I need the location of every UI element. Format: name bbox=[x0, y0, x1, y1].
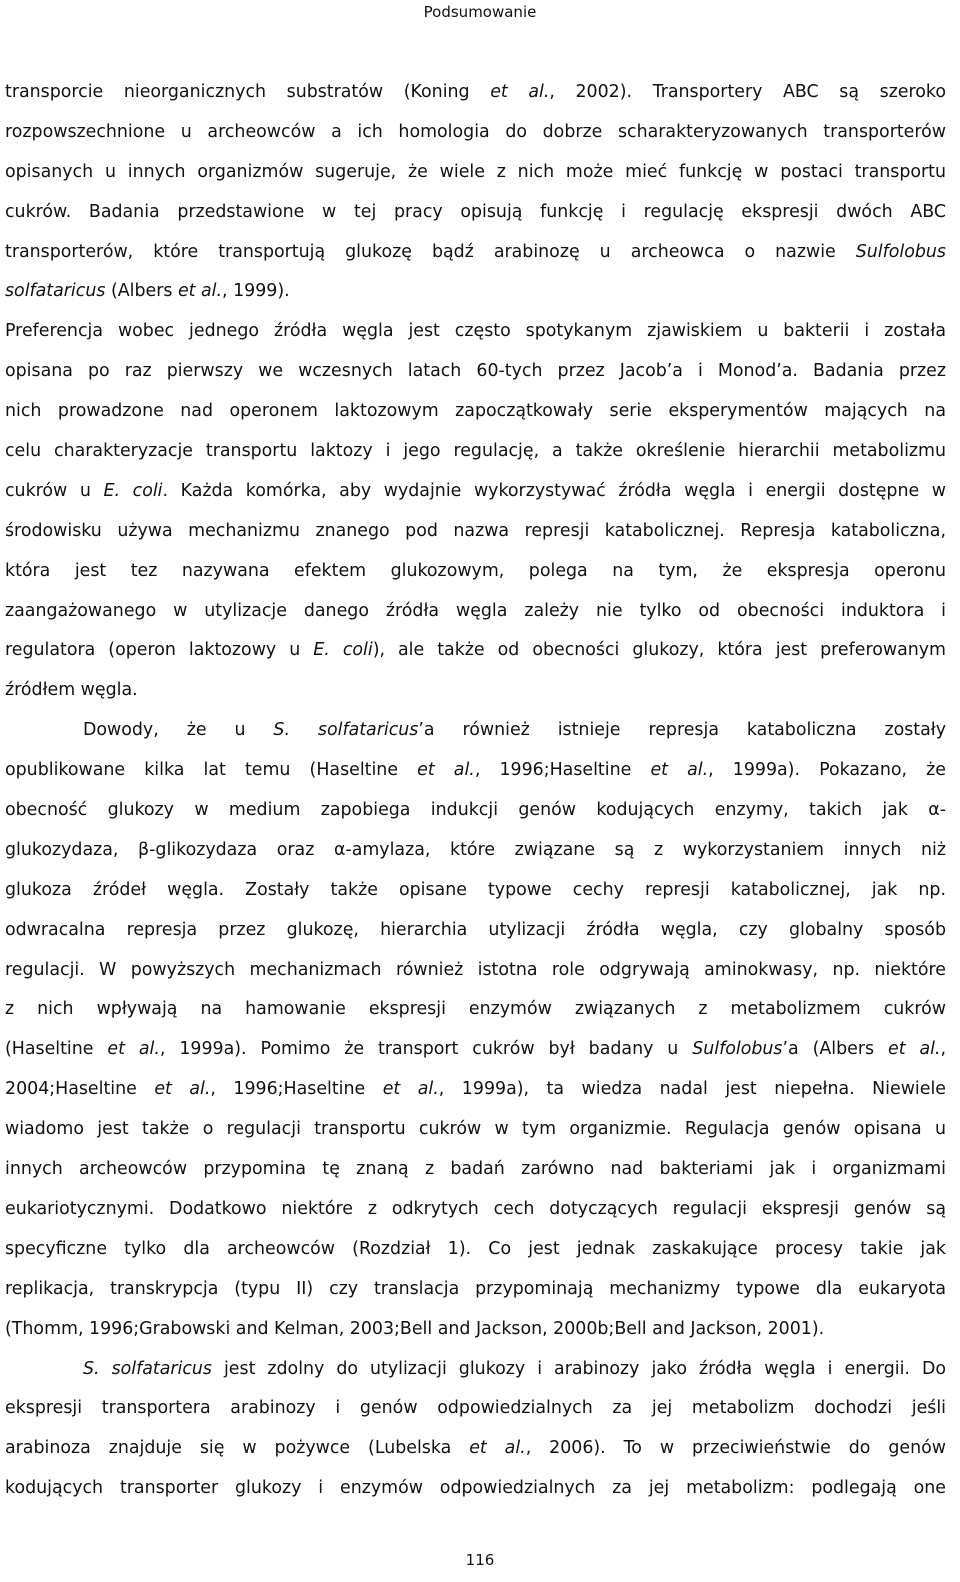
text-run: ’a również istnieje represja kataboliczna zostały bbox=[418, 720, 946, 741]
italic-text-run: solfataricus bbox=[5, 281, 106, 302]
text-line bbox=[5, 1230, 946, 1270]
italic-text-run: et al. bbox=[107, 1039, 160, 1060]
text-run: , 2002). Transportery ABC są szeroko bbox=[549, 82, 946, 102]
text-line bbox=[5, 1030, 946, 1070]
text-line bbox=[5, 1310, 946, 1350]
text-run: ’a (Albers bbox=[782, 1039, 888, 1060]
text-line bbox=[5, 352, 946, 392]
italic-text-run: et al. bbox=[417, 760, 475, 781]
text-run: glukozydaza, β-glikozydaza oraz α-amylaza, które związane są z wykorzystaniem innych niż bbox=[5, 839, 946, 860]
text-run: opisanych u innych organizmów sugeruje, że wiele z nich może mieć funkcję w postaci transportu bbox=[5, 161, 946, 182]
text-line bbox=[5, 711, 946, 751]
text-run: , 1999a). Pomimo że transport cukrów był badany u bbox=[159, 1039, 693, 1060]
text-run: nich prowadzone nad operonem laktozowym zapoczątkowały serie eksperymentów mających na bbox=[5, 401, 946, 422]
text-run: , 1999a). Pokazano, że bbox=[708, 760, 946, 781]
text-line bbox=[5, 871, 946, 911]
text-run: , bbox=[940, 1039, 946, 1060]
italic-text-run: et al. bbox=[382, 1079, 439, 1100]
running-header: Podsumowanie bbox=[423, 3, 537, 21]
text-run: opisana po raz pierwszy we wczesnych latach 60-tych przez Jacob’a i Monod’a. Badania przez bbox=[5, 361, 946, 382]
text-run: (Thomm, 1996;Grabowski and Kelman, 2003;Bell and Jackson, 2000b;Bell and Jackson, 2001). bbox=[5, 1318, 825, 1339]
text-line bbox=[5, 1350, 946, 1390]
text-line bbox=[5, 1150, 946, 1190]
italic-text-run: et al. bbox=[469, 1438, 526, 1459]
text-line bbox=[5, 193, 946, 233]
text-run: regulatora (operon laktozowy u bbox=[5, 640, 314, 661]
body-text bbox=[5, 73, 946, 1509]
text-line bbox=[5, 512, 946, 552]
text-line bbox=[5, 1270, 946, 1310]
text-line bbox=[5, 233, 946, 273]
text-line bbox=[5, 552, 946, 592]
text-run: , 1996;Haseltine bbox=[474, 760, 651, 781]
text-line bbox=[5, 791, 946, 831]
text-line bbox=[5, 272, 946, 312]
text-run: opublikowane kilka lat temu (Haseltine bbox=[5, 760, 418, 781]
text-run: odwracalna represja przez glukozę, hierarchia utylizacji źródła węgla, czy globalny sposób bbox=[5, 919, 946, 940]
text-line bbox=[5, 1190, 946, 1230]
text-run: obecność glukozy w medium zapobiega indukcji genów kodujących enzymy, takich jak α- bbox=[5, 800, 946, 821]
text-line bbox=[5, 1110, 946, 1150]
text-run: która jest tez nazywana efektem glukozowym, polega na tym, że ekspresja operonu bbox=[5, 560, 946, 581]
text-line bbox=[5, 911, 946, 951]
text-line bbox=[5, 671, 946, 711]
text-line bbox=[5, 631, 946, 671]
text-run: glukoza źródeł węgla. Zostały także opisane typowe cechy represji katabolicznej, jak np. bbox=[5, 879, 946, 900]
text-run: transporterów, które transportują glukozę bądź arabinozę u archeowca o nazwie bbox=[5, 241, 856, 262]
text-run: arabinoza znajduje się w pożywce (Lubelska bbox=[5, 1438, 470, 1459]
text-run: replikacja, transkrypcja (typu II) czy translacja przypominają mechanizmy typowe dla eukaryota bbox=[5, 1278, 946, 1299]
text-line bbox=[5, 990, 946, 1030]
text-line bbox=[5, 1070, 946, 1110]
text-line bbox=[5, 153, 946, 193]
text-line bbox=[5, 831, 946, 871]
italic-text-run: et al. bbox=[154, 1079, 211, 1100]
text-run: Dowody, że u bbox=[83, 720, 274, 741]
text-line bbox=[5, 951, 946, 991]
italic-text-run: et al. bbox=[177, 281, 223, 302]
text-run: kodujących transporter glukozy i enzymów odpowiedzialnych za jej metabolizm: podlegają one bbox=[5, 1478, 946, 1499]
text-run: cukrów u bbox=[5, 480, 104, 501]
italic-text-run: Sulfolobus bbox=[855, 241, 946, 262]
text-line bbox=[5, 73, 946, 113]
text-line bbox=[5, 1389, 946, 1429]
text-run: Preferencja wobec jednego źródła węgla jest często spotykanym zjawiskiem u bakterii i została bbox=[5, 321, 946, 342]
italic-text-run: Sulfolobus bbox=[692, 1039, 783, 1060]
text-run: źródłem węgla. bbox=[5, 680, 138, 701]
text-run: cukrów. Badania przedstawione w tej pracy opisują funkcję i regulację ekspresji dwóch ABC bbox=[5, 201, 946, 222]
text-line bbox=[5, 592, 946, 632]
text-run: ekspresji transportera arabinozy i genów odpowiedzialnych za jej metabolizm dochodzi jeśli bbox=[5, 1398, 946, 1419]
text-run: zaangażowanego w utylizacje danego źródła węgla zależy nie tylko od obecności induktora i bbox=[5, 600, 946, 621]
text-run: celu charakteryzacje transportu laktozy i jego regulację, a także określenie hierarchii metabolizmu bbox=[5, 441, 946, 462]
text-run: specyficzne tylko dla archeowców (Rozdział 1). Co jest jednak zaskakujące procesy takie jak bbox=[5, 1238, 946, 1259]
italic-text-run: E. coli bbox=[313, 640, 373, 661]
text-run: . Każda komórka, aby wydajnie wykorzystywać źródła węgla i energii dostępne w bbox=[162, 480, 946, 501]
text-run: , 1999a), ta wiedza nadal jest niepełna. Niewiele bbox=[438, 1079, 946, 1100]
italic-text-run: et al. bbox=[490, 82, 550, 102]
text-line bbox=[5, 1429, 946, 1469]
text-run: regulacji. W powyższych mechanizmach również istotna role odgrywają aminokwasy, np. niektóre bbox=[5, 959, 946, 980]
text-run: , 1996;Haseltine bbox=[210, 1079, 383, 1100]
text-line bbox=[5, 113, 946, 153]
text-line bbox=[5, 1469, 946, 1509]
text-run: eukariotycznymi. Dodatkowo niektóre z odkrytych cech dotyczących regulacji ekspresji genów są bbox=[5, 1198, 946, 1219]
text-run: transporcie nieorganicznych substratów (Koning bbox=[5, 82, 491, 102]
text-run: (Haseltine bbox=[5, 1039, 108, 1060]
text-run: rozpowszechnione u archeowców a ich homologia do dobrze scharakteryzowanych transporterów bbox=[5, 121, 946, 142]
text-run: z nich wpływają na hamowanie ekspresji enzymów związanych z metabolizmem cukrów bbox=[5, 999, 946, 1020]
italic-text-run: et al. bbox=[888, 1039, 941, 1060]
text-run: (Albers bbox=[105, 281, 178, 302]
text-run: innych archeowców przypomina tę znaną z badań zarówno nad bakteriami jak i organizmami bbox=[5, 1159, 946, 1180]
text-line bbox=[5, 432, 946, 472]
page-number: 116 bbox=[465, 1551, 495, 1569]
text-line bbox=[5, 751, 946, 791]
italic-text-run: S. solfataricus bbox=[83, 1358, 212, 1379]
italic-text-run: et al. bbox=[650, 760, 709, 781]
text-run: , 1999). bbox=[222, 281, 290, 302]
text-run: , 2006). To w przeciwieństwie do genów bbox=[525, 1438, 946, 1459]
italic-text-run: S. solfataricus bbox=[273, 720, 419, 741]
text-run: ), ale także od obecności glukozy, która jest preferowanym bbox=[372, 640, 946, 661]
text-run: jest zdolny do utylizacji glukozy i arabinozy jako źródła węgla i energii. Do bbox=[211, 1358, 946, 1379]
text-line bbox=[5, 472, 946, 512]
text-run: wiadomo jest także o regulacji transportu cukrów w tym organizmie. Regulacja genów opisana u bbox=[5, 1119, 946, 1140]
text-line bbox=[5, 312, 946, 352]
text-run: 2004;Haseltine bbox=[5, 1079, 155, 1100]
text-run: środowisku używa mechanizmu znanego pod nazwa represji katabolicznej. Represja kataboliczna, bbox=[5, 520, 946, 541]
italic-text-run: E. coli bbox=[103, 480, 163, 501]
text-line bbox=[5, 392, 946, 432]
